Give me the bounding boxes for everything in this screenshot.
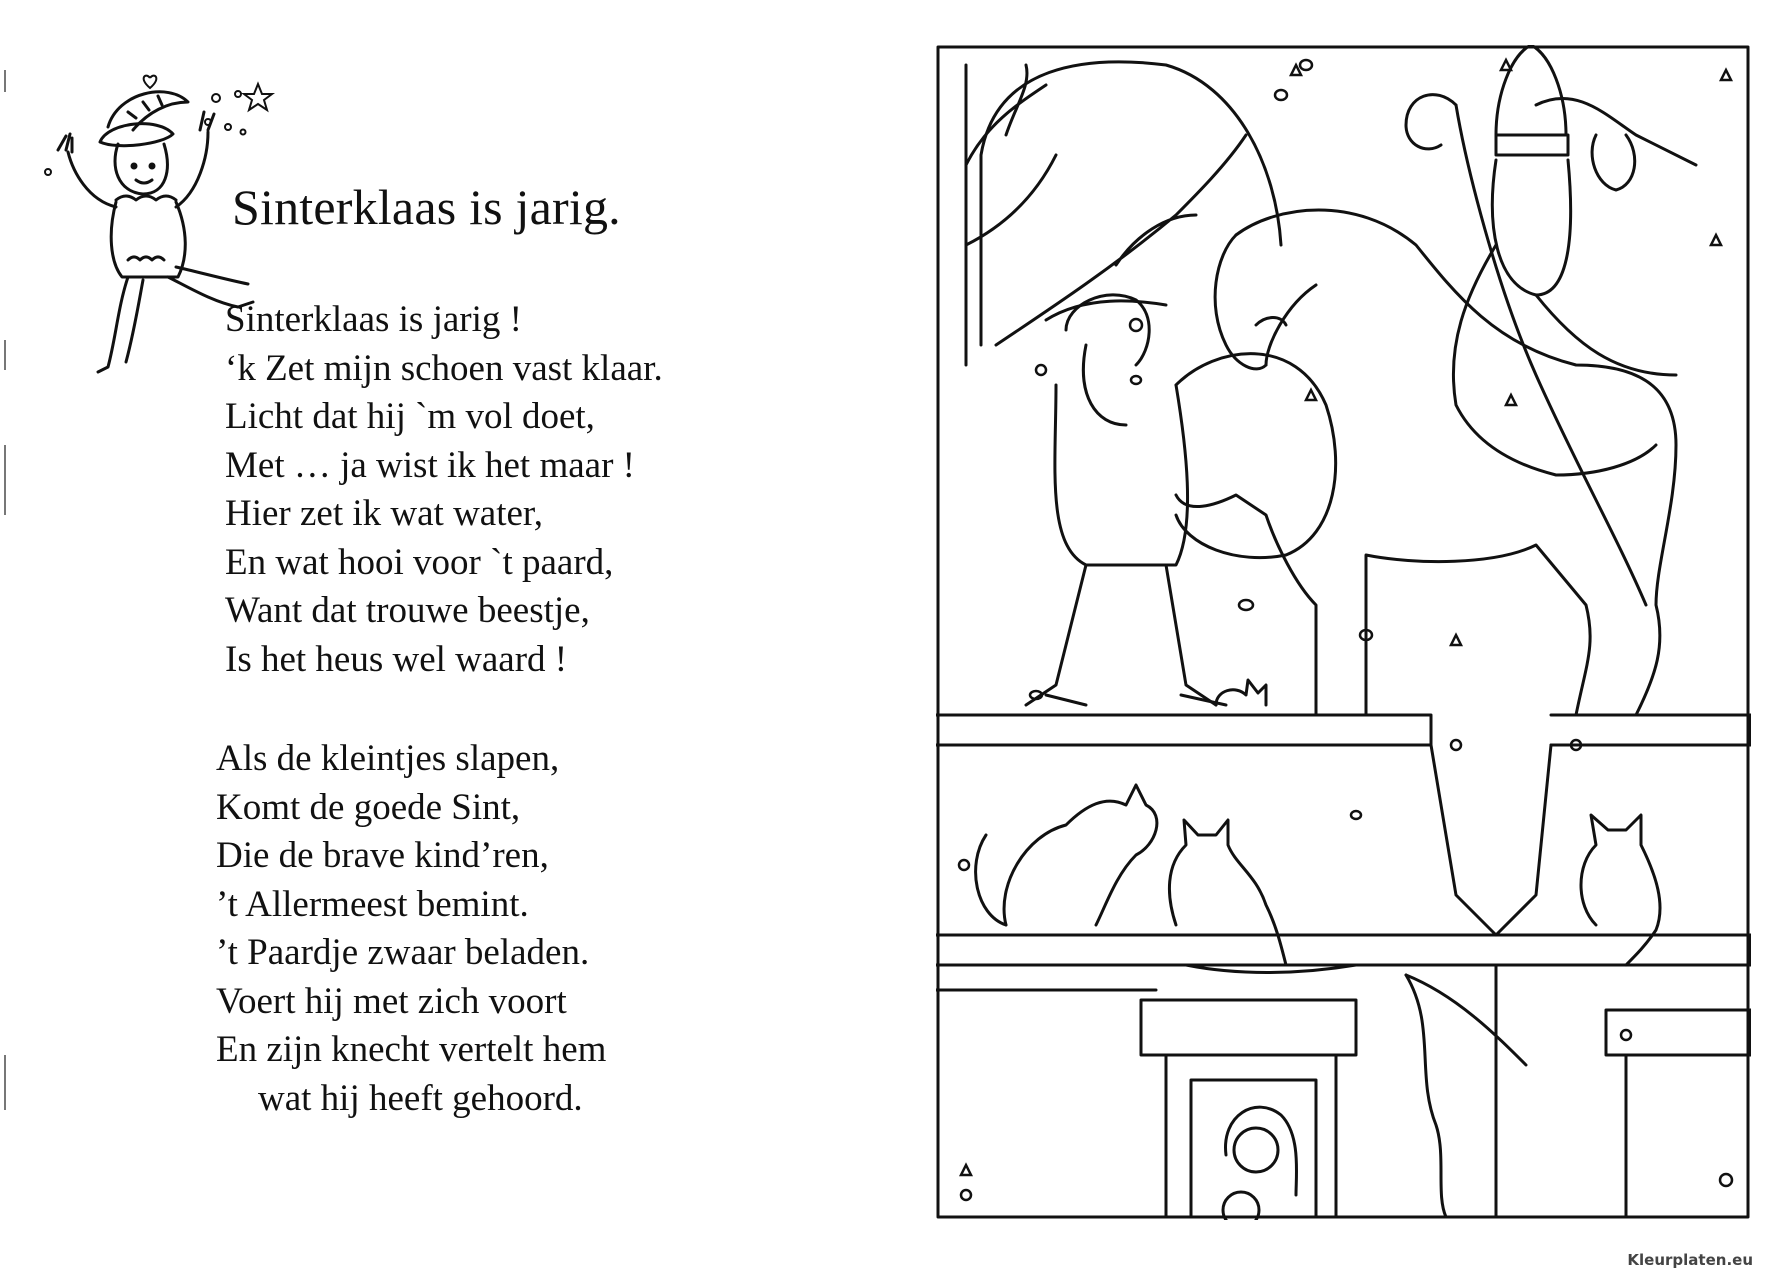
poem-line: Met … ja wist ik het maar ! [225, 444, 635, 486]
poem-line: Als de kleintjes slapen, [216, 738, 560, 779]
poem-line: ’t Allermeest bemint. [216, 883, 529, 925]
poem-stanza-2 [216, 735, 606, 1123]
poem-line: Komt de goede Sint, [216, 786, 521, 828]
poem-line: En wat hooi voor `t paard, [225, 541, 614, 583]
poem-line: ‘k Zet mijn schoen vast klaar. [225, 347, 663, 389]
poem-line: Hier zet ik wat water, [225, 493, 544, 534]
margin-mark [4, 340, 6, 370]
poem-line: ’t Paardje zwaar beladen. [216, 932, 590, 973]
poem-title: Sinterklaas is jarig. [232, 179, 621, 235]
margin-mark [4, 1055, 6, 1110]
sinterklaas-scene-drawing [936, 45, 1751, 1220]
poem-line: Want dat trouwe beestje, [225, 590, 590, 631]
poem-line: Sinterklaas is jarig ! [225, 299, 522, 340]
margin-mark [4, 445, 6, 515]
poem-stanza-1 [225, 296, 663, 684]
poem-line: Is het heus wel waard ! [225, 638, 568, 680]
watermark: Kleurplaten.eu [1627, 1251, 1753, 1269]
poem-line: Voert hij met zich voort [216, 980, 567, 1022]
poem-line: Die de brave kind’ren, [216, 835, 549, 876]
margin-mark [4, 70, 6, 92]
poem-line: wat hij heeft gehoord. [258, 1077, 583, 1119]
poem-line: En zijn knecht vertelt hem [216, 1029, 607, 1070]
poem-line: Licht dat hij `m vol doet, [225, 396, 595, 437]
